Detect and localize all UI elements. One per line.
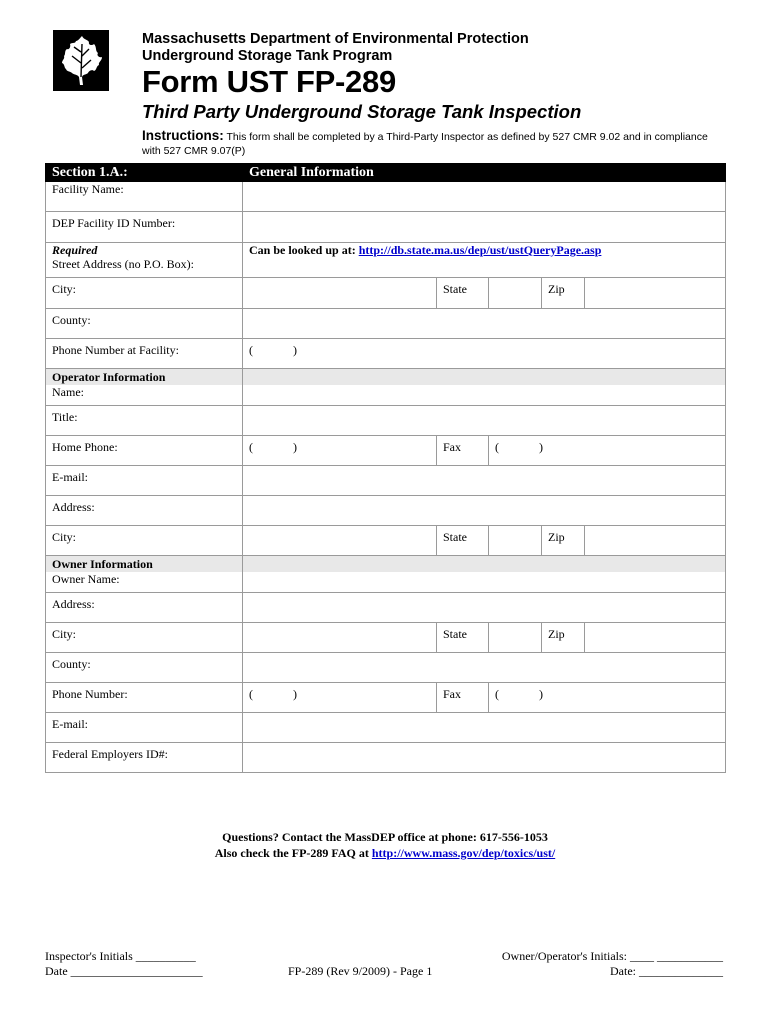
required-label: Required bbox=[52, 243, 98, 257]
oak-leaf-icon bbox=[53, 30, 109, 91]
owner-name-input[interactable] bbox=[243, 572, 725, 592]
instructions-text: This form shall be completed by a Third-Party Inspector as defined by 527 CMR 9.02 and in compliance with 527 CMR 9.07(P) bbox=[142, 131, 708, 157]
operator-zip-field[interactable] bbox=[585, 526, 726, 556]
operator-title-field[interactable] bbox=[243, 406, 726, 436]
operator-home-phone-field[interactable] bbox=[243, 436, 437, 466]
instructions bbox=[142, 129, 722, 158]
owner-name-label bbox=[46, 556, 243, 593]
dep-facility-id-label: DEP Facility ID Number: bbox=[46, 212, 243, 243]
owner-zip-field[interactable] bbox=[585, 623, 726, 653]
fax-paren-close: ) bbox=[539, 440, 543, 454]
operator-fax-field[interactable] bbox=[489, 436, 726, 466]
operator-name-field[interactable] bbox=[243, 369, 726, 406]
street-address-text: Street Address (no P.O. Box): bbox=[52, 257, 194, 271]
inspector-date[interactable]: Date ______________________ bbox=[45, 964, 203, 978]
phone-paren-open: ( bbox=[249, 440, 253, 454]
operator-zip-label: Zip bbox=[542, 526, 585, 556]
owner-fein-field[interactable] bbox=[243, 743, 726, 773]
dep-facility-id-field[interactable] bbox=[243, 212, 726, 243]
faq-prefix: Also check the FP-289 FAQ at bbox=[214, 846, 372, 860]
owner-phone-field[interactable] bbox=[243, 683, 437, 713]
operator-state-field[interactable] bbox=[489, 526, 542, 556]
fax-paren-open: ( bbox=[495, 687, 499, 701]
zip-label: Zip bbox=[542, 278, 585, 309]
owner-city-label: City: bbox=[46, 623, 243, 653]
owner-operator-date[interactable]: Date: ______________ bbox=[610, 964, 723, 978]
program-name: Underground Storage Tank Program bbox=[142, 48, 393, 64]
operator-city-label: City: bbox=[46, 526, 243, 556]
county-field[interactable] bbox=[243, 309, 726, 339]
section-title: General Information bbox=[243, 164, 726, 182]
owner-name-field[interactable] bbox=[243, 556, 726, 593]
state-label: State bbox=[437, 278, 489, 309]
form-subtitle: Third Party Underground Storage Tank Inspection bbox=[142, 101, 582, 122]
owner-state-field[interactable] bbox=[489, 623, 542, 653]
street-address-label bbox=[46, 243, 243, 278]
city-label: City: bbox=[46, 278, 243, 309]
fax-paren-open: ( bbox=[495, 440, 499, 454]
operator-city-field[interactable] bbox=[243, 526, 437, 556]
owner-phone-label: Phone Number: bbox=[46, 683, 243, 713]
owner-fax-label: Fax bbox=[437, 683, 489, 713]
street-address-field[interactable] bbox=[243, 243, 726, 278]
operator-address-field[interactable] bbox=[243, 496, 726, 526]
owner-heading-band bbox=[243, 556, 725, 572]
phone-paren-open: ( bbox=[249, 343, 253, 357]
operator-title-label: Title: bbox=[46, 406, 243, 436]
owner-address-label: Address: bbox=[46, 593, 243, 623]
operator-address-label: Address: bbox=[46, 496, 243, 526]
inspector-initials[interactable]: Inspector's Initials __________ bbox=[45, 949, 196, 963]
page-number: FP-289 (Rev 9/2009) - Page 1 bbox=[288, 964, 433, 978]
contact-faq-line bbox=[0, 846, 770, 861]
facility-phone-field[interactable] bbox=[243, 339, 726, 369]
state-field[interactable] bbox=[489, 278, 542, 309]
facility-name-label: Facility Name: bbox=[46, 182, 243, 212]
phone-paren-open: ( bbox=[249, 687, 253, 701]
operator-email-label: E-mail: bbox=[46, 466, 243, 496]
operator-heading-band bbox=[243, 369, 725, 385]
owner-email-field[interactable] bbox=[243, 713, 726, 743]
instructions-label: Instructions: bbox=[142, 128, 224, 143]
owner-name-text: Owner Name: bbox=[46, 572, 242, 592]
phone-paren-close: ) bbox=[293, 343, 297, 357]
owner-county-field[interactable] bbox=[243, 653, 726, 683]
operator-name-input[interactable] bbox=[243, 385, 725, 405]
operator-name-text: Name: bbox=[46, 385, 242, 405]
owner-fax-field[interactable] bbox=[489, 683, 726, 713]
owner-city-field[interactable] bbox=[243, 623, 437, 653]
owner-zip-label: Zip bbox=[542, 623, 585, 653]
owner-county-label: County: bbox=[46, 653, 243, 683]
section-label: Section 1.A.: bbox=[46, 164, 243, 182]
ust-query-link[interactable]: http://db.state.ma.us/dep/ust/ustQueryPage.asp bbox=[358, 243, 602, 257]
general-information-table bbox=[45, 163, 726, 773]
owner-operator-initials[interactable]: Owner/Operator's Initials: ____ ___________ bbox=[501, 949, 723, 963]
fax-paren-close: ) bbox=[539, 687, 543, 701]
operator-information-heading: Operator Information bbox=[46, 369, 242, 385]
contact-phone-line: Questions? Contact the MassDEP office at phone: 617-556-1053 bbox=[222, 830, 548, 844]
phone-paren-close: ) bbox=[293, 687, 297, 701]
operator-home-phone-label: Home Phone: bbox=[46, 436, 243, 466]
owner-information-heading: Owner Information bbox=[46, 556, 242, 572]
phone-paren-close: ) bbox=[293, 440, 297, 454]
form-title: Form UST FP-289 bbox=[142, 64, 396, 99]
county-label: County: bbox=[46, 309, 243, 339]
facility-name-field[interactable] bbox=[243, 182, 726, 212]
operator-fax-label: Fax bbox=[437, 436, 489, 466]
agency-name: Massachusetts Department of Environmental Protection bbox=[142, 31, 529, 47]
city-field[interactable] bbox=[243, 278, 437, 309]
lookup-text: Can be looked up at: bbox=[249, 243, 359, 257]
faq-link[interactable]: http://www.mass.gov/dep/toxics/ust/ bbox=[371, 846, 556, 860]
facility-phone-label: Phone Number at Facility: bbox=[46, 339, 243, 369]
owner-address-field[interactable] bbox=[243, 593, 726, 623]
operator-email-field[interactable] bbox=[243, 466, 726, 496]
section-header-row bbox=[46, 164, 726, 182]
zip-field[interactable] bbox=[585, 278, 726, 309]
owner-fein-label: Federal Employers ID#: bbox=[46, 743, 243, 773]
operator-name-label bbox=[46, 369, 243, 406]
owner-email-label: E-mail: bbox=[46, 713, 243, 743]
owner-state-label: State bbox=[437, 623, 489, 653]
operator-state-label: State bbox=[437, 526, 489, 556]
